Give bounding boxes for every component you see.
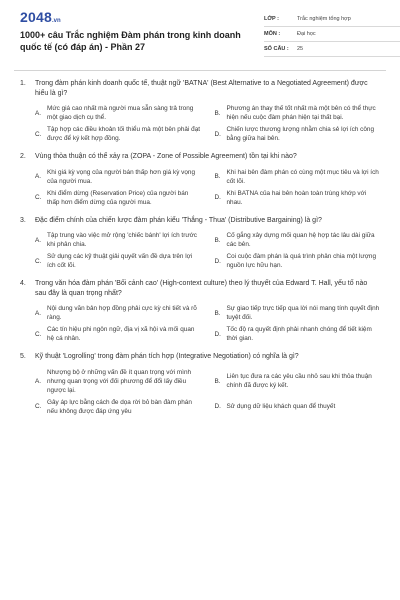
option-d[interactable] [215, 398, 387, 416]
option-text: Tập hợp các điều khoản tối thiểu mà một bên phải đạt được để ký kết hợp đồng. [47, 126, 201, 142]
option-text: Cố gắng xây dựng mối quan hệ hợp tác lâu dài giữa các bên. [226, 232, 375, 248]
option-a[interactable] [35, 304, 207, 322]
meta-value: Trắc nghiệm tổng hợp [297, 16, 351, 22]
question-text: Vùng thỏa thuận có thể xảy ra (ZOPA - Zone of Possible Agreement) tồn tại khi nào? [35, 153, 297, 160]
question-text: Trong văn hóa đàm phán 'Bối cảnh cao' (High-context culture) theo lý thuyết của Edward T. Hall, yếu tố nào sau đây là quan trọng nhất? [35, 280, 368, 297]
option-c[interactable] [35, 189, 207, 207]
meta-key: LỚP : [264, 16, 279, 22]
option-d[interactable] [215, 325, 387, 343]
question-item [20, 279, 386, 343]
meta-key: SỐ CÂU : [264, 46, 289, 52]
question-number: 4. [20, 280, 26, 287]
question-item [20, 352, 386, 416]
meta-row-class [264, 12, 400, 27]
option-text: Khi điểm dừng (Reservation Price) của người bán thấp hơn điểm dừng của người mua. [47, 189, 189, 206]
option-letter: B. [214, 236, 221, 244]
page-header [14, 0, 386, 58]
document-title: 1000+ câu Trắc nghiệm Đàm phán trong kinh doanh quốc tế (có đáp án) - Phần 27 [20, 30, 241, 52]
question-text: Kỹ thuật 'Logrolling' trong đàm phán tích hợp (Integrative Negotiation) có nghĩa là gì? [35, 353, 299, 360]
option-letter: C. [35, 130, 42, 138]
meta-key: MÔN : [264, 31, 281, 37]
option-text: Liên tục đưa ra các yêu cầu nhỏ sau khi thỏa thuận chính đã được ký kết. [226, 373, 372, 389]
option-text: Nhượng bộ ở những vấn đề ít quan trọng với mình nhưng quan trọng với đối phương để đổi lấy điều ngược lại. [47, 368, 192, 394]
option-letter: B. [214, 173, 221, 180]
option-letter: D. [214, 257, 221, 265]
option-text: Khi hai bên đàm phán có cùng một mục tiêu và lợi ích cốt lõi. [226, 168, 379, 185]
option-d[interactable] [215, 189, 387, 207]
option-grid [20, 225, 386, 270]
option-b[interactable] [215, 104, 387, 122]
option-letter: C. [35, 194, 42, 201]
question-number: 5. [20, 353, 26, 360]
option-letter: B. [214, 377, 221, 385]
option-grid [20, 298, 386, 343]
option-text: Các tín hiệu phi ngôn ngữ, địa vị xã hội và mối quan hệ cá nhân. [47, 326, 195, 342]
question-item [20, 216, 386, 271]
option-d[interactable] [215, 125, 387, 143]
option-text: Coi cuộc đàm phán là quá trình phân chia một lượng nguồn lực hữu hạn. [226, 253, 377, 269]
option-d[interactable] [215, 252, 387, 270]
question-number: 3. [20, 216, 26, 224]
option-text: Tốc độ ra quyết định phải nhanh chóng để tiết kiệm thời gian. [226, 326, 372, 342]
option-text: Khi giá kỳ vọng của người bán thấp hơn giá kỳ vọng của người mua. [47, 168, 196, 185]
option-letter: A. [35, 173, 42, 180]
option-c[interactable] [35, 325, 207, 343]
option-a[interactable] [35, 231, 207, 249]
option-letter: A. [35, 377, 42, 385]
option-grid [20, 362, 386, 416]
meta-value: Đại học [297, 31, 316, 37]
option-c[interactable] [35, 398, 207, 416]
option-letter: C. [35, 257, 42, 265]
meta-value: 25 [297, 46, 304, 52]
option-grid [20, 162, 386, 207]
option-text: Chiến lược thương lượng nhằm chia sẻ lợi ích công bằng giữa hai bên. [226, 126, 375, 142]
option-text: Gây áp lực bằng cách đe dọa rời bỏ bàn đàm phán nếu không được đáp ứng yêu [47, 398, 192, 415]
question-text: Đặc điểm chính của chiến lược đàm phán kiểu 'Thắng - Thua' (Distributive Bargaining) là gì? [35, 216, 322, 224]
option-a[interactable] [35, 368, 207, 395]
option-letter: D. [214, 403, 221, 410]
option-letter: C. [35, 330, 42, 338]
option-text: Nội dung văn bản hợp đồng phải cực kỳ chi tiết và rõ ràng. [47, 305, 197, 321]
option-grid [20, 98, 386, 143]
option-letter: D. [214, 330, 221, 338]
question-item [20, 152, 386, 207]
option-text: Phương án thay thế tốt nhất mà một bên có thể thực hiện nếu cuộc đàm phán hiện tại thất bại. [226, 105, 376, 121]
option-letter: D. [214, 194, 221, 201]
question-number: 1. [20, 80, 26, 87]
option-c[interactable] [35, 252, 207, 270]
option-text: Sự giao tiếp trực tiếp qua lời nói mang tính quyết định tuyệt đối. [226, 305, 380, 321]
option-letter: C. [35, 403, 42, 410]
option-b[interactable] [215, 368, 387, 395]
option-letter: A. [35, 309, 42, 317]
meta-table [264, 12, 400, 57]
question-list [14, 71, 386, 416]
question-text: Trong đàm phán kinh doanh quốc tế, thuật ngữ 'BATNA' (Best Alternative to a Negotiated Agreement) được hiểu là gì? [35, 80, 368, 97]
option-letter: A. [35, 109, 42, 117]
option-b[interactable] [215, 304, 387, 322]
option-c[interactable] [35, 125, 207, 143]
option-text: Sử dụng dữ liệu khách quan để thuyết [226, 403, 336, 410]
option-text: Sử dụng các kỹ thuật giải quyết vấn đề dựa trên lợi ích cốt lõi. [47, 253, 193, 269]
question-item [20, 79, 386, 143]
logo-main: 2048 [20, 9, 52, 25]
option-b[interactable] [215, 168, 387, 186]
option-text: Khi BATNA của hai bên hoàn toàn trùng khớp với nhau. [226, 189, 367, 206]
meta-row-count [264, 42, 400, 57]
logo-tld: .vn [51, 18, 61, 24]
option-a[interactable] [35, 168, 207, 186]
meta-row-subject [264, 27, 400, 42]
option-b[interactable] [215, 231, 387, 249]
option-letter: A. [35, 236, 42, 244]
option-letter: B. [214, 109, 221, 117]
option-letter: B. [214, 309, 221, 317]
option-text: Mức giá cao nhất mà người mua sẵn sàng trả trong một giao dịch cụ thể. [47, 105, 194, 121]
site-logo[interactable] [20, 9, 61, 27]
question-number: 2. [20, 153, 26, 160]
option-a[interactable] [35, 104, 207, 122]
option-letter: D. [214, 130, 221, 138]
option-text: Tập trung vào việc mở rộng 'chiếc bánh' lợi ích trước khi phân chia. [47, 232, 198, 248]
